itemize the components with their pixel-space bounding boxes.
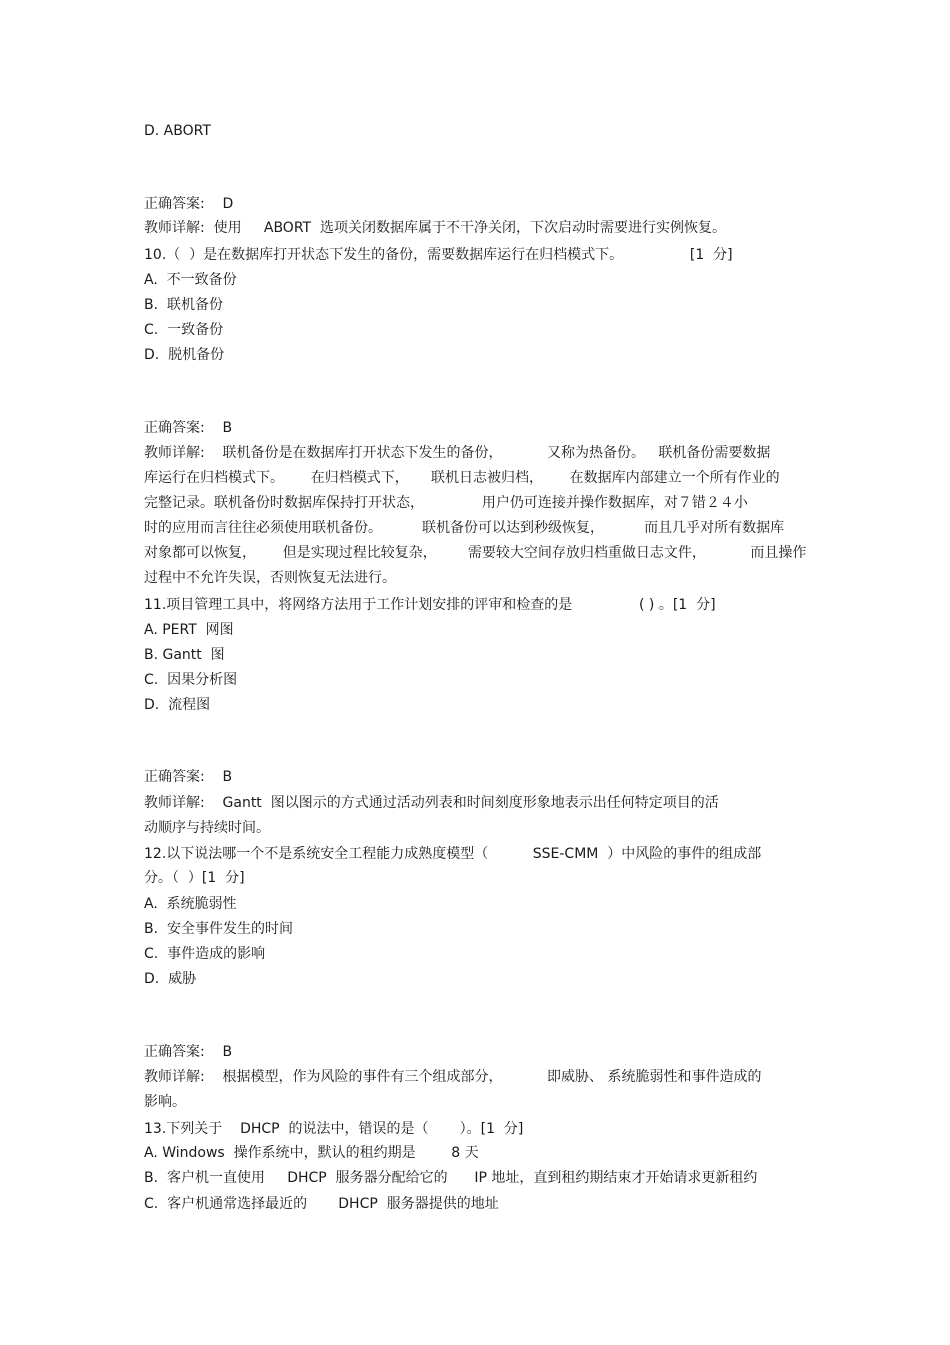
option-line: A. 系统脆弱性 (144, 896, 237, 912)
option-line: A. 不一致备份 (144, 272, 237, 288)
explanation-line: 对象都可以恢复， 但是实现过程比较复杂， 需要较大空间存放归档重做日志文件， 而且操作 (144, 545, 807, 561)
question-13: 13.下列关于 DHCP 的说法中，错误的是（ ）。[1 分] (144, 1121, 524, 1137)
option-line: D. 流程图 (144, 697, 211, 713)
option-line: A. PERT 网图 (144, 622, 234, 638)
correct-answer: 正确答案: D (144, 196, 234, 212)
option-line: D. ABORT (144, 123, 211, 139)
question-10: 10.（ ）是在数据库打开状态下发生的备份，需要数据库运行在归档模式下。 [1 分] (144, 247, 733, 263)
explanation-line: 动顺序与持续时间。 (144, 820, 270, 836)
option-line: D. 脱机备份 (144, 347, 225, 363)
question-12: 12.以下说法哪一个不是系统安全工程能力成熟度模型（ SSE-CMM ）中风险的事件的组成部 (144, 846, 762, 862)
correct-answer: 正确答案: B (144, 1044, 233, 1060)
option-line: B. 客户机一直使用 DHCP 服务器分配给它的 IP 地址，直到租约期结束才开始请求更新租约 (144, 1170, 758, 1186)
explanation-line: 时的应用而言往往必须使用联机备份。 联机备份可以达到秒级恢复， 而且几乎对所有数据库 (144, 520, 785, 536)
option-line: C. 一致备份 (144, 322, 224, 338)
teacher-explanation: 教师详解: 根据模型，作为风险的事件有三个组成部分， 即威胁、 系统脆弱性和事件造成的 (144, 1069, 762, 1085)
question-11: 11.项目管理工具中，将网络方法用于工作计划安排的评审和检查的是 ( ) 。[1 分] (144, 597, 716, 613)
option-line: B. 安全事件发生的时间 (144, 921, 293, 937)
explanation-line: 库运行在归档模式下。 在归档模式下， 联机日志被归档， 在数据库内部建立一个所有作业的 (144, 470, 780, 486)
option-line: D. 威胁 (144, 971, 197, 987)
question-line: 分。（ ）[1 分] (144, 870, 245, 886)
explanation-line: 过程中不允许失误，否则恢复无法进行。 (144, 570, 396, 586)
option-line: C. 事件造成的影响 (144, 946, 266, 962)
teacher-explanation: 教师详解: Gantt 图以图示的方式通过活动列表和时间刻度形象地表示出任何特定项目的活 (144, 795, 719, 811)
option-line: A. Windows 操作系统中，默认的租约期是 8 天 (144, 1145, 479, 1161)
explanation-line: 影响。 (144, 1094, 186, 1110)
teacher-explanation: 教师详解: 联机备份是在数据库打开状态下发生的备份， 又称为热备份。 联机备份需要数据 (144, 445, 771, 461)
teacher-explanation: 教师详解: 使用 ABORT 选项关闭数据库属于不干净关闭，下次启动时需要进行实例恢复。 (144, 220, 726, 236)
correct-answer: 正确答案: B (144, 420, 233, 436)
explanation-line: 完整记录。联机备份时数据库保持打开状态， 用户仍可连接并操作数据库，对７错２４小 (144, 495, 748, 511)
option-line: B. Gantt 图 (144, 647, 225, 663)
correct-answer: 正确答案: B (144, 769, 233, 785)
option-line: B. 联机备份 (144, 297, 223, 313)
option-line: C. 客户机通常选择最近的 DHCP 服务器提供的地址 (144, 1196, 499, 1212)
option-line: C. 因果分析图 (144, 672, 238, 688)
